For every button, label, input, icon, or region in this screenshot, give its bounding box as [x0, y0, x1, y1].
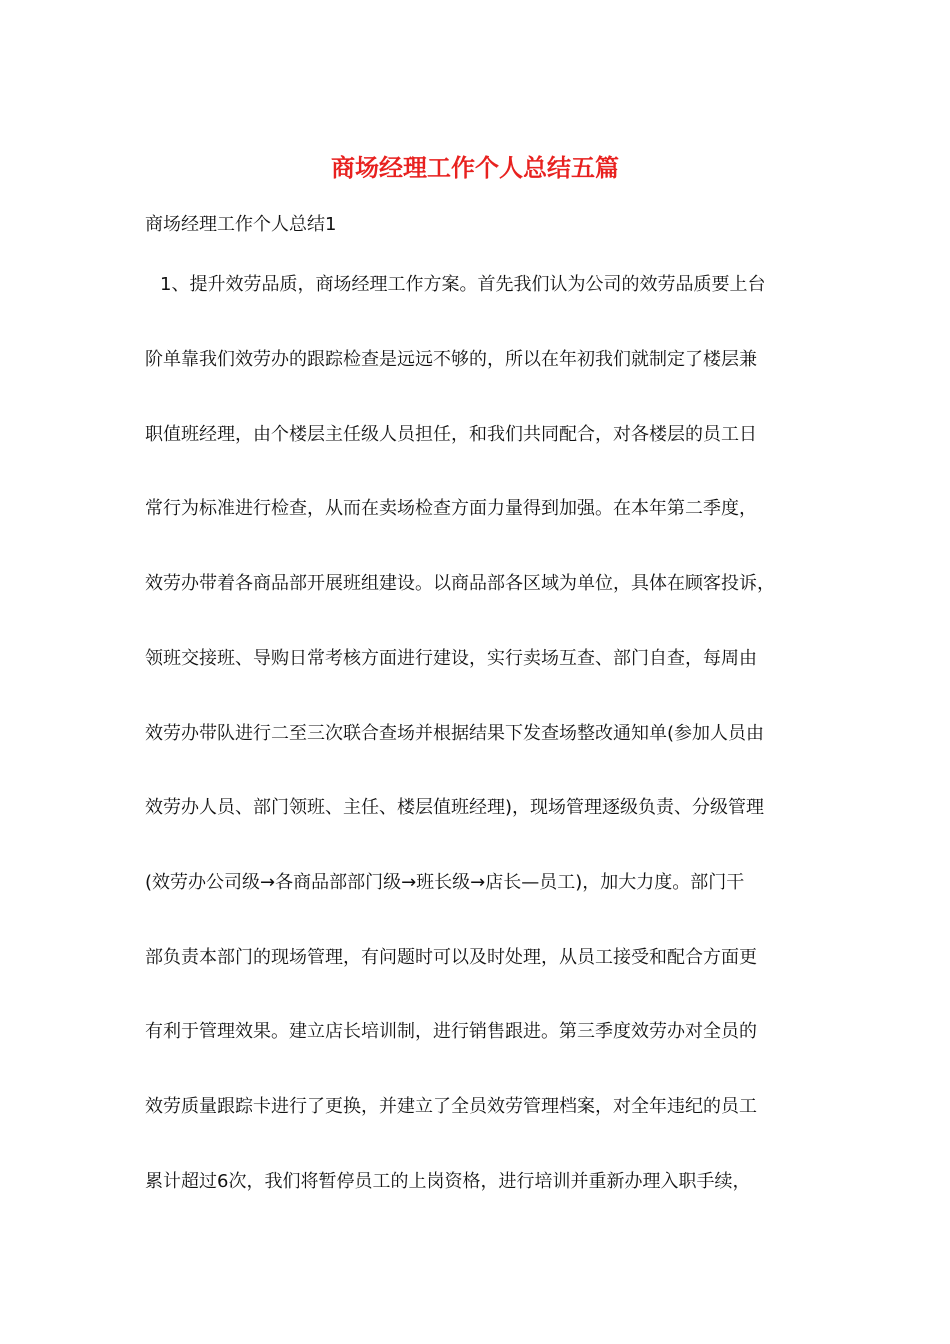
- body-line-10: 部负责本部门的现场管理，有问题时可以及时处理，从员工接受和配合方面更: [145, 947, 757, 968]
- body-line-5: 效劳办带着各商品部开展班组建设。以商品部各区域为单位，具体在顾客投诉，: [145, 573, 775, 594]
- body-line-4: 常行为标准进行检查，从而在卖场检查方面力量得到加强。在本年第二季度，: [145, 498, 757, 519]
- body-line-7: 效劳办带队进行二至三次联合查场并根据结果下发查场整改通知单(参加人员由: [145, 723, 765, 744]
- body-line-11: 有利于管理效果。建立店长培训制，进行销售跟进。第三季度效劳办对全员的: [145, 1021, 757, 1042]
- body-line-8: 效劳办人员、部门领班、主任、楼层值班经理)，现场管理逐级负责、分级管理: [145, 797, 765, 818]
- body-line-6: 领班交接班、导购日常考核方面进行建设，实行卖场互查、部门自查，每周由: [145, 648, 757, 669]
- body-line-2: 阶单靠我们效劳办的跟踪检查是远远不够的，所以在年初我们就制定了楼层兼: [145, 349, 757, 370]
- body-line-3: 职值班经理，由个楼层主任级人员担任，和我们共同配合，对各楼层的员工日: [145, 424, 757, 445]
- body-line-13: 累计超过6次，我们将暂停员工的上岗资格，进行培训并重新办理入职手续，: [145, 1171, 751, 1192]
- document-title: 商场经理工作个人总结五篇: [331, 154, 619, 182]
- body-line-12: 效劳质量跟踪卡进行了更换，并建立了全员效劳管理档案，对全年违纪的员工: [145, 1096, 757, 1117]
- body-line-1: 1、提升效劳品质，商场经理工作方案。首先我们认为公司的效劳品质要上台: [160, 274, 766, 295]
- section-heading: 商场经理工作个人总结1: [145, 214, 337, 235]
- body-line-9: (效劳办公司级→各商品部部门级→班长级→店长—员工)，加大力度。部门干: [145, 872, 745, 893]
